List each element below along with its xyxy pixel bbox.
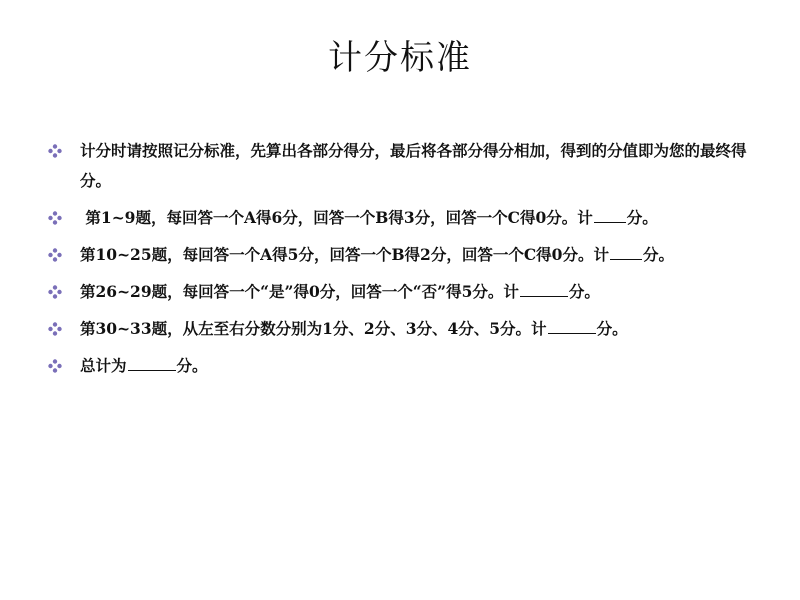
list-item	[48, 277, 768, 307]
diamond-bullet-icon	[48, 285, 62, 299]
scoring-rules-list	[48, 136, 768, 388]
rule-prefix: 第26~29题，每回答一个“是”得0分，回答一个“否”得5分。计	[80, 282, 519, 301]
list-item	[48, 314, 768, 344]
slide-title: 计分标准	[328, 38, 472, 78]
rule-suffix: 分。	[642, 245, 674, 264]
rule-suffix: 分。	[176, 356, 208, 375]
list-item	[48, 203, 768, 233]
rule-text	[80, 240, 768, 270]
list-item	[48, 240, 768, 270]
diamond-bullet-icon	[48, 322, 62, 336]
rule-suffix: 分。	[626, 208, 658, 227]
rule-text	[80, 277, 768, 307]
rule-suffix: 分。	[568, 282, 600, 301]
rule-text	[80, 203, 768, 233]
score-blank[interactable]	[610, 241, 642, 260]
rule-text: 计分时请按照记分标准，先算出各部分得分，最后将各部分得分相加，得到的分值即为您的最终得分。	[80, 141, 747, 190]
diamond-bullet-icon	[48, 144, 62, 158]
diamond-bullet-icon	[48, 248, 62, 262]
rule-prefix: 第1~9题，每回答一个A得6分，回答一个B得3分，回答一个C得0分。计	[80, 208, 593, 227]
score-blank[interactable]	[520, 278, 568, 297]
rule-prefix: 第10~25题，每回答一个A得5分，回答一个B得2分，回答一个C得0分。计	[80, 245, 609, 264]
rule-text	[80, 314, 768, 344]
list-item	[48, 351, 768, 381]
rule-prefix: 总计为	[80, 356, 127, 375]
diamond-bullet-icon	[48, 359, 62, 373]
rule-prefix: 第30~33题，从左至右分数分别为1分、2分、3分、4分、5分。计	[80, 319, 547, 338]
total-score-blank[interactable]	[128, 352, 176, 371]
score-blank[interactable]	[548, 315, 596, 334]
list-item	[48, 136, 768, 196]
diamond-bullet-icon	[48, 211, 62, 225]
rule-text	[80, 351, 768, 381]
rule-suffix: 分。	[596, 319, 628, 338]
score-blank[interactable]	[594, 204, 626, 223]
